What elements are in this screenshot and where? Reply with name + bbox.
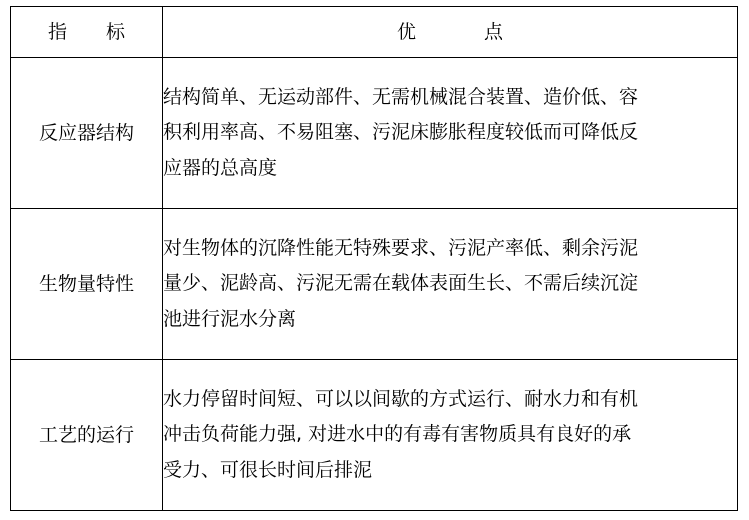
table-row: [11, 360, 738, 511]
column-header-advantages: 优 点: [163, 7, 738, 58]
text-line: 应器的总高度: [163, 156, 278, 179]
row-label-process-operation: 工艺的运行: [11, 360, 163, 511]
text-line: 受力、可很长时间后排泥: [163, 458, 373, 481]
text-line: 池进行泥水分离: [163, 307, 297, 330]
column-header-indicator: 指 标: [11, 7, 163, 58]
table-row: [11, 209, 738, 360]
text-line: 水力停留时间短、可以以间歇的方式运行、耐水力和有机: [163, 388, 639, 411]
text-line: 量少、泥龄高、污泥无需在载体表面生长、不需后续沉淀: [163, 272, 639, 295]
text-line: 积利用率高、不易阻塞、污泥床膨胀程度较低而可降低反: [163, 121, 639, 144]
row-value-process-operation: [163, 360, 738, 511]
text-line: 冲击负荷能力强, 对进水中的有毒有害物质具有良好的承: [163, 423, 632, 446]
table-row: [11, 58, 738, 209]
row-value-reactor-structure: [163, 58, 738, 209]
row-label-biomass-characteristics: 生物量特性: [11, 209, 163, 360]
text-line: 对生物体的沉降性能无特殊要求、污泥产率低、剩余污泥: [163, 237, 639, 260]
row-label-reactor-structure: 反应器结构: [11, 58, 163, 209]
text-line: 结构简单、无运动部件、无需机械混合装置、造价低、容: [163, 86, 639, 109]
row-value-biomass-characteristics: [163, 209, 738, 360]
spec-table: [10, 6, 738, 511]
table-header-row: [11, 7, 738, 58]
